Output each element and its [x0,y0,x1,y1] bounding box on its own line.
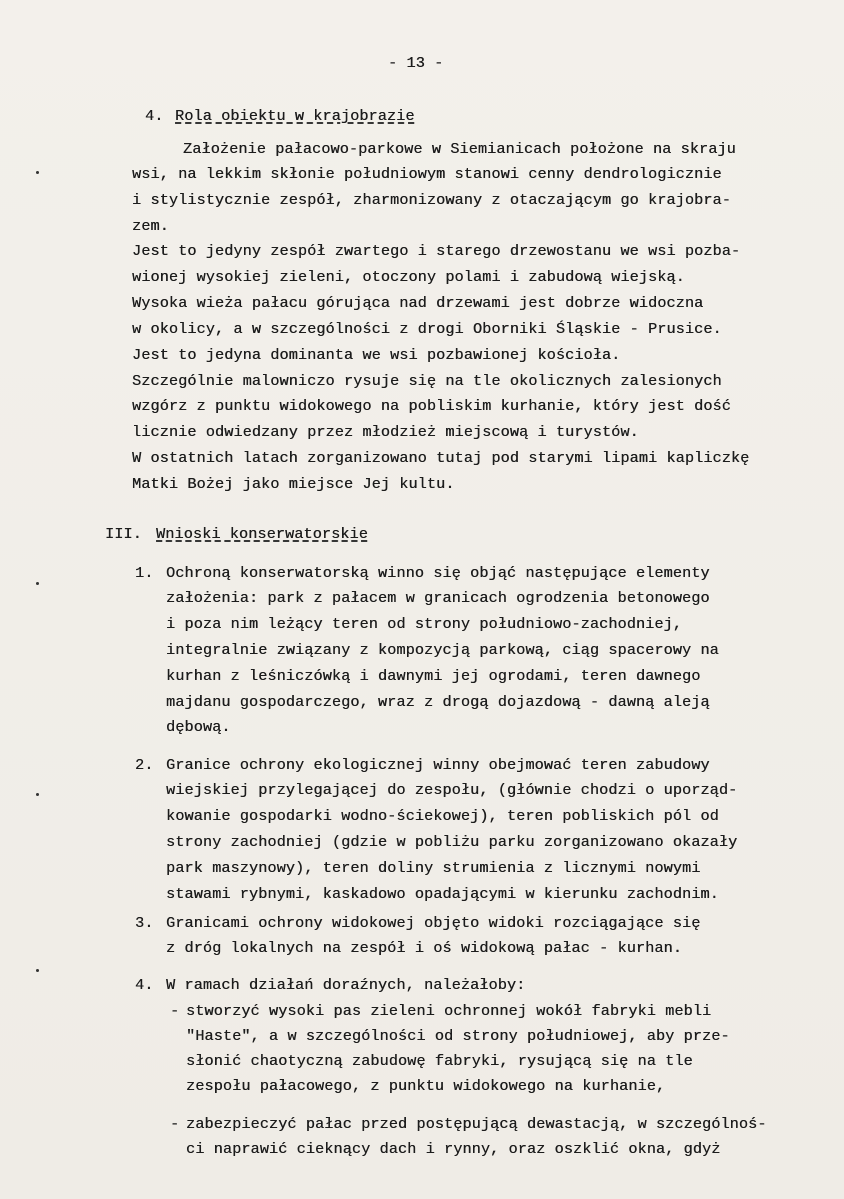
paragraph-line: Jest to jedyna dominanta we wsi pozbawionej kościoła. [132,346,621,364]
item-line: z dróg lokalnych na zespół i oś widokową pałac - kurhan. [166,939,682,957]
item-line: strony zachodniej (gdzie w pobliżu parku zorganizowano okazały [166,833,738,851]
item-line: park maszynowy), teren doliny strumienia z licznymi nowymi [166,859,701,877]
item-line: majdanu gospodarczego, wraz z drogą dojazdową - dawną aleją [166,693,710,711]
margin-dot [36,969,39,972]
subitem-marker: - [170,1002,180,1020]
paragraph-line: zem. [132,217,169,235]
paragraph-line: Matki Bożej jako miejsce Jej kultu. [132,475,455,493]
margin-dot [36,793,39,796]
margin-dot [36,582,39,585]
item-line: dębową. [166,718,231,736]
paragraph-line: Założenie pałacowo-parkowe w Siemianicach położone na skraju [183,140,736,158]
item-line: Granicami ochrony widokowej objęto widoki rozciągające się [166,914,701,932]
paragraph-line: Wysoka wieża pałacu górująca nad drzewami jest dobrze widoczna [132,294,704,312]
item-line: integralnie związany z kompozycją parkową, ciąg spacerowy na [166,641,719,659]
item-line: założenia: park z pałacem w granicach ogrodzenia betonowego [166,589,710,607]
subitem-line: zabezpieczyć pałac przed postępującą dewastacją, w szczególnoś- [186,1115,767,1133]
item-line: wiejskiej przylegającej do zespołu, (głównie chodzi o uporząd- [166,781,738,799]
item-line: Granice ochrony ekologicznej winny obejmować teren zabudowy [166,756,710,774]
section-iii-number: III. [105,525,142,543]
paragraph-line: wzgórz z punktu widokowego na pobliskim kurhanie, który jest dość [132,397,731,415]
subitem-marker: - [170,1115,180,1133]
item-line: W ramach działań doraźnych, należałoby: [166,976,526,994]
item-line: stawami rybnymi, kaskadowo opadającymi w kierunku zachodnim. [166,885,719,903]
subitem-line: "Haste", a w szczególności od strony południowej, aby prze- [186,1027,730,1045]
subitem-line: stworzyć wysoki pas zieleni ochronnej wokół fabryki mebli [186,1002,712,1020]
subitem-line: zespołu pałacowego, z punktu widokowego na kurhanie, [186,1077,666,1095]
paragraph-line: w okolicy, a w szczególności z drogi Oborniki Śląskie - Prusice. [132,320,722,338]
item-number: 3. [135,914,154,932]
page-number: - 13 - [388,54,444,72]
paragraph-line: Szczególnie malowniczo rysuje się na tle okolicznych zalesionych [132,372,722,390]
item-line: kowanie gospodarki wodno-ściekowej), teren pobliskich pól od [166,807,719,825]
item-number: 1. [135,564,154,582]
subitem-line: ci naprawić cieknący dach i rynny, oraz oszklić okna, gdyż [186,1140,721,1158]
item-number: 2. [135,756,154,774]
paragraph-line: Jest to jedyny zespół zwartego i starego drzewostanu we wsi pozba- [132,242,741,260]
item-line: Ochroną konserwatorską winno się objąć następujące elementy [166,564,710,582]
item-number: 4. [135,976,154,994]
item-line: i poza nim leżący teren od strony południowo-zachodniej, [166,615,682,633]
paragraph-line: licznie odwiedzany przez młodzież miejscową i turystów. [132,423,639,441]
item-line: kurhan z leśniczówką i dawnymi jej ogrodami, teren dawnego [166,667,701,685]
section-4-number: 4. [145,107,164,125]
section-4-title: Rola obiektu w krajobrazie [175,107,415,125]
paragraph-line: wsi, na lekkim skłonie południowym stanowi cenny dendrologicznie [132,165,722,183]
section-iii-title: Wnioski konserwatorskie [156,525,368,543]
paragraph-line: W ostatnich latach zorganizowano tutaj pod starymi lipami kapliczkę [132,449,750,467]
margin-dot [36,171,39,174]
subitem-line: słonić chaotyczną zabudowę fabryki, rysującą się na tle [186,1052,693,1070]
paragraph-line: wionej wysokiej zieleni, otoczony polami i zabudową wiejską. [132,268,685,286]
paragraph-line: i stylistycznie zespół, zharmonizowany z otaczającym go krajobra- [132,191,731,209]
